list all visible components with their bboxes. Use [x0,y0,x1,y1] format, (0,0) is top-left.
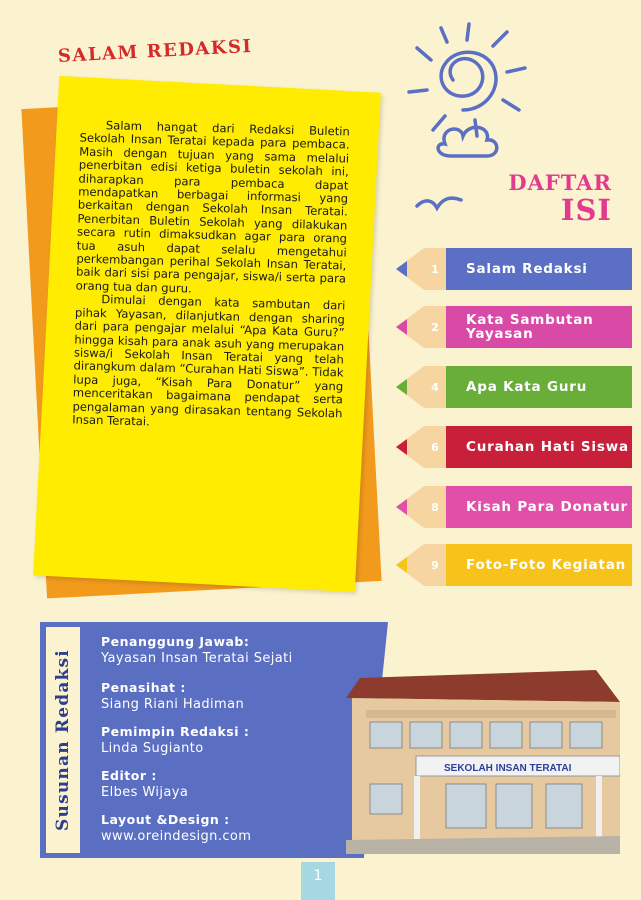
pencil-lead-icon [396,319,407,335]
toc-item-curahan-hati[interactable] [396,426,632,468]
credit-name: Siang Riani Hadiman [101,697,245,712]
toc-page-number: 8 [424,486,446,528]
toc-item-salam-redaksi[interactable] [396,248,632,290]
page-number: 1 [301,862,335,900]
toc-item-foto-kegiatan[interactable] [396,544,632,586]
credit-name: Yayasan Insan Teratai Sejati [101,651,293,666]
toc-label: Foto-Foto Kegiatan [446,544,632,586]
toc-item-apa-kata-guru[interactable] [396,366,632,408]
credit-pemimpin-redaksi [101,724,249,756]
salam-redaksi-text [72,119,350,434]
credit-name: Elbes Wijaya [101,785,189,800]
susunan-redaksi-label [40,622,86,858]
pencil-lead-icon [396,439,407,455]
salam-paragraph-1: Salam hangat dari Redaksi Buletin Sekolah Insan Teratai kepada para pembaca. Masih dengan tujuan yang sama melalui penerbitan edisi ketiga buletin sekolah ini, diharapkan para pembaca dapat mendapatkan berbagai informasi yang berkaitan dengan Sekolah Insan Teratai. Penerbitan Buletin Sekolah yang dilakukan secara rutin dimaksudkan agar para orang tua asuh dapat selalu mengetahui perkembangan perihal Sekolah Insan Teratai, baik dari sisi para pengajar, siswa/i serta para orang tua dan guru. [75,118,351,296]
toc-page-number: 2 [424,306,446,348]
toc-page-number: 9 [424,544,446,586]
credit-layout-design [101,812,251,844]
toc-page-number: 1 [424,248,446,290]
salam-redaksi-title: SALAM REDAKSI [57,35,253,67]
pencil-lead-icon [396,261,407,277]
credit-role: Layout &Design : [101,812,230,827]
credit-role: Editor : [101,768,157,783]
daftar-isi-heading [440,170,612,227]
toc-label: Curahan Hati Siswa [446,426,632,468]
toc-page-number: 4 [424,366,446,408]
credit-name: www.oreindesign.com [101,829,252,844]
toc-page-number: 6 [424,426,446,468]
salam-paragraph-2: Dimulai dengan kata sambutan dari pihak Yayasan, dilanjutkan dengan sharing dari para pengajar melalui “Apa Kata Guru?” hingga kisah para anak asuh yang merupakan siswa/i Sekolah Insan Teratai yang telah dirangkum dalam “Curahan Hati Siswa”. Tidak lupa juga, “Kisah Para Donatur” yang menceritakan bagaimana pendapat serta pengalaman yang dirasakan tentang Sekolah Insan Teratai. [72,292,346,429]
credit-penasihat [101,680,244,712]
credit-name: Linda Sugianto [101,741,204,756]
susunan-redaksi-title: Susunan Redaksi [53,649,73,831]
daftar-isi-line-1: DAFTAR [508,170,612,195]
school-sign: SEKOLAH INSAN TERATAI [444,763,572,774]
credit-role: Penanggung Jawab: [101,634,250,649]
pencil-lead-icon [396,557,407,573]
credit-role: Penasihat : [101,680,186,695]
toc-label: Salam Redaksi [446,248,632,290]
pencil-lead-icon [396,379,407,395]
toc-item-kata-sambutan[interactable] [396,306,632,348]
daftar-isi-line-2: ISI [560,193,612,227]
toc-label: Apa Kata Guru [446,366,632,408]
credit-editor [101,768,188,800]
school-building-image [346,640,620,854]
toc-item-kisah-donatur[interactable] [396,486,632,528]
toc-label: Kata Sambutan Yayasan [446,306,632,348]
credit-penanggung-jawab [101,634,293,666]
credit-role: Pemimpin Redaksi : [101,724,250,739]
pencil-lead-icon [396,499,407,515]
toc-label: Kisah Para Donatur [446,486,632,528]
